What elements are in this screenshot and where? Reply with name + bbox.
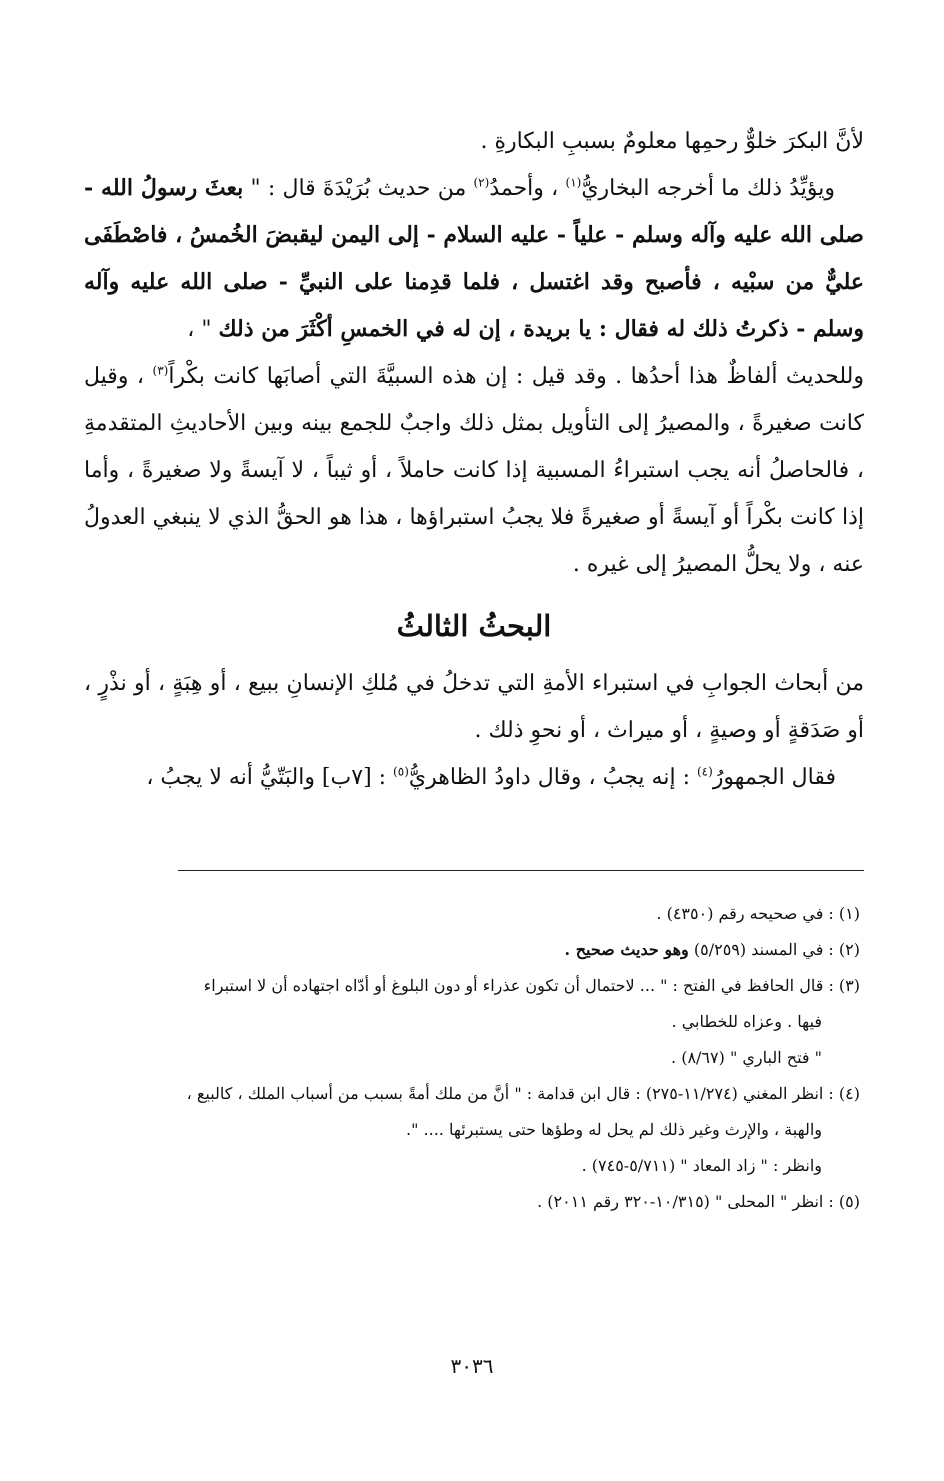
main-text bbox=[84, 118, 864, 801]
paragraph-2-text-c: من حديث بُرَيْدَةَ قال : " bbox=[243, 176, 474, 201]
paragraph-5-text-b: : إنه يجبُ ، وقال داودُ الظاهريُّ bbox=[408, 765, 697, 790]
paragraph-2 bbox=[84, 165, 864, 353]
footnote-ref-4[interactable]: (٤) bbox=[696, 764, 713, 779]
footnote-3: (٣) : قال الحافظ في الفتح : " ... لاحتمال أن تكون عذراء أو دون البلوغ أو أدّاه اجتهاده أن لا استبراء bbox=[203, 976, 860, 995]
footnote-2 bbox=[84, 932, 860, 968]
paragraph-3 bbox=[84, 353, 864, 588]
footnote-ref-1[interactable]: (١) bbox=[565, 175, 582, 190]
paragraph-5-text-c: : [٧ب] والبَتّيُّ أنه لا يجبُ ، bbox=[146, 765, 394, 790]
footnote-4-source: وانظر : " زاد المعاد " (٥/٧١١-٧٤٥) . bbox=[581, 1156, 822, 1175]
paragraph-3-text-b: ، وقيل كانت صغيرةً ، والمصيرُ إلى التأويل بمثل ذلك واجبٌ للجمع بينه وبين الأحاديثِ المتقدمةِ ، فالحاصلُ أنه يجب استبراءُ المسبية إذا كانت حاملاً ، أو ثيباً ، لا آيسةً ولا صغيرةً ، وأما إذا كانت بكْراً أو آيسةً أو صغيرةً فلا يجبُ استبراؤها ، هذا هو الحقُّ الذي لا ينبغي العدولُ عنه ، ولا يحلُّ المصيرُ إلى غيره . bbox=[84, 364, 864, 577]
footnotes bbox=[84, 896, 860, 1220]
hadith-quote: بعثَ رسولُ الله - صلى الله عليه وآله وسلم - علياً - عليه السلام - إلى اليمن ليقبضَ الخُمسُ ، فاصْطَفَى عليٌّ من سبْيه ، فأصبح وقد اغتسل ، فلما قدِمنا على النبيِّ - صلى الله عليه وآله وسلم - ذكرتُ ذلك له فقال : يا بريدة ، إن له في الخمسِ أكْثَرَ من ذلك bbox=[84, 175, 864, 342]
footnote-ref-3[interactable]: (٣) bbox=[152, 363, 169, 378]
paragraph-4: من أبحاث الجوابِ في استبراء الأمةِ التي تدخلُ في مُلكِ الإنسانِ ببيع ، أو هِبَةٍ ، أو نذْرٍ ، أو صَدَقةٍ أو وصيةٍ ، أو ميراث ، أو نحوِ ذلك . bbox=[84, 671, 864, 743]
paragraph-2-text-a: ويؤيِّدُ ذلك ما أخرجه البخاريُّ bbox=[581, 176, 836, 201]
footnote-ref-2[interactable]: (٢) bbox=[473, 175, 490, 190]
footnote-3-source: " فتح الباري " (٨/٦٧) . bbox=[671, 1048, 822, 1067]
paragraph-1: لأنَّ البكرَ خلوٌّ رحمِها معلومٌ بسببِ البكارةِ . bbox=[480, 129, 864, 154]
paragraph-5 bbox=[84, 754, 864, 801]
paragraph-2-text-d: " ، bbox=[187, 317, 219, 342]
section-heading: البحثُ الثالثُ bbox=[396, 609, 552, 643]
footnote-2-grade: وهو حديث صحيح . bbox=[564, 940, 689, 959]
footnote-divider bbox=[178, 870, 864, 871]
paragraph-2-text-b: ، وأحمدُ bbox=[489, 176, 566, 201]
footnote-2-text: (٢) : في المسند (٥/٢٥٩) bbox=[688, 940, 860, 959]
footnote-3-continuation: فيها . وعزاه للخطابي . bbox=[671, 1012, 822, 1031]
page-number: ٣٠٣٦ bbox=[450, 1354, 494, 1378]
paragraph-3-text-a: وللحديث ألفاظٌ هذا أحدُها . وقد قيل : إن هذه السبيَّةَ التي أصابَها كانت بكْراً bbox=[168, 364, 864, 389]
paragraph-5-text-a: فقال الجمهورُ bbox=[712, 765, 837, 790]
footnote-4-continuation: والهبة ، والإرث وغير ذلك لم يحل له وطؤها حتى يستبرئها .... ". bbox=[405, 1120, 822, 1139]
footnote-5: (٥) : انظر " المحلى " (١٠/٣١٥-٣٢٠ رقم ٢٠١١) . bbox=[537, 1192, 860, 1211]
footnote-ref-5[interactable]: (٥) bbox=[393, 764, 409, 779]
footnote-1: (١) : في صحيحه رقم (٤٣٥٠) . bbox=[656, 904, 860, 923]
footnote-4: (٤) : انظر المغني (١١/٢٧٤-٢٧٥) : قال ابن قدامة : " أنَّ من ملك أمةً بسبب من أسباب الملك ، كالبيع ، bbox=[186, 1084, 860, 1103]
